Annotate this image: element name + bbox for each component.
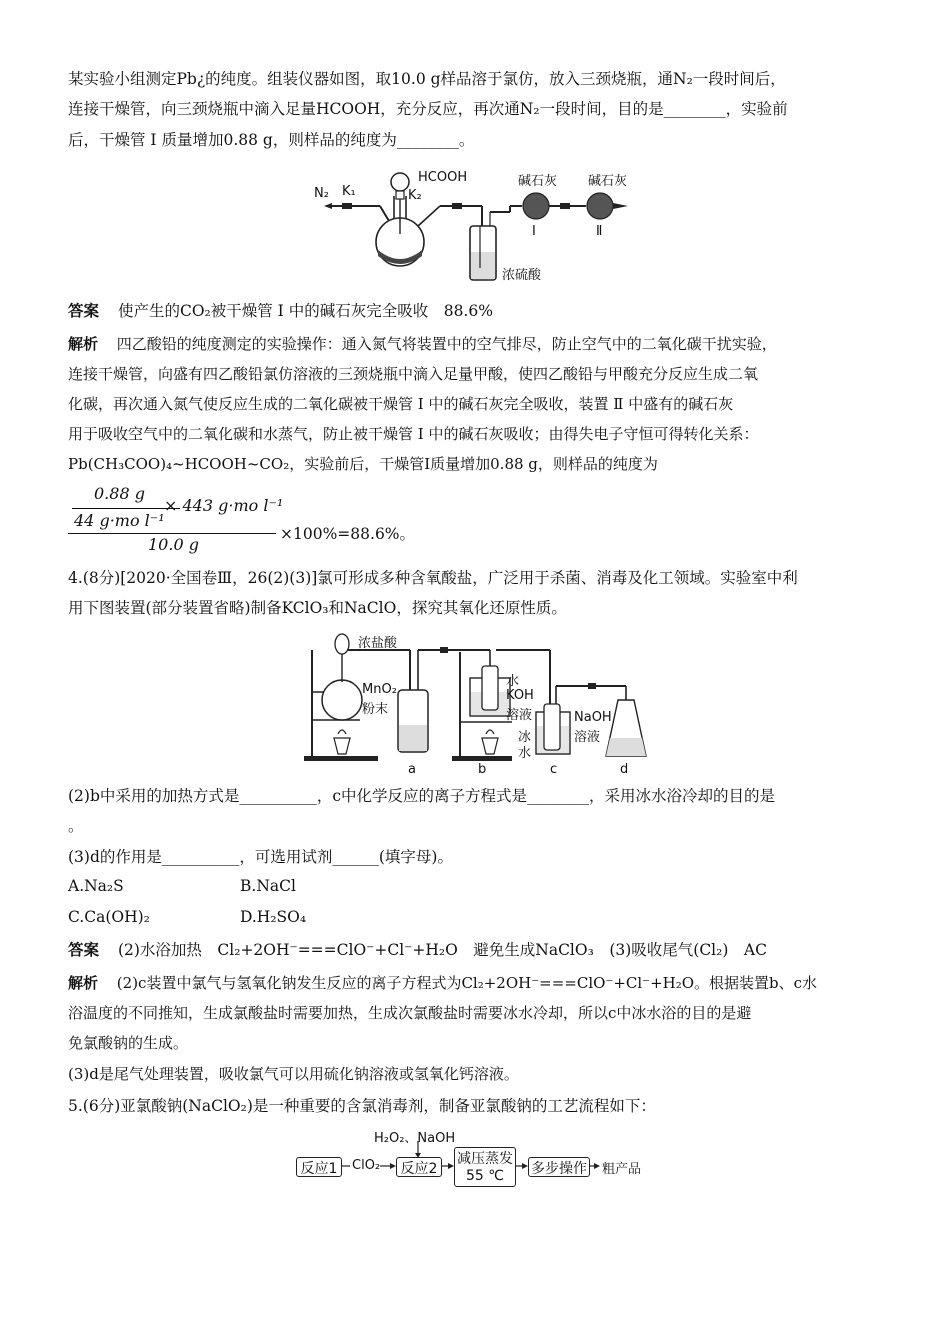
q3-expl-line2: 连接干燥管，向盛有四乙酸铅氯仿溶液的三颈烧瓶中滴入足量甲酸，使四乙酸铅与甲酸充分反应生成二氧 bbox=[68, 365, 759, 383]
label-mno2: MnO₂ bbox=[362, 682, 397, 697]
flow-evap-line1: 减压蒸发 bbox=[457, 1151, 513, 1167]
flow-product: 粗产品 bbox=[602, 1162, 642, 1177]
q4-line1: 4.(8分)[2020·全国卷Ⅲ，26(2)(3)]氯可形成多种含氧酸盐，广泛用于杀菌、消毒及化工领域。实验室中利 bbox=[68, 569, 798, 587]
label-a: a bbox=[408, 762, 416, 777]
label-b: b bbox=[478, 762, 487, 777]
option-c: C.Ca(OH)₂ bbox=[68, 908, 150, 926]
flow-box-reaction2: 反应2 bbox=[396, 1157, 442, 1177]
answer-label: 答案 bbox=[68, 941, 100, 959]
q4-expl-line4: (3)d是尾气处理装置，吸收氯气可以用硫化钠溶液或氢氧化钙溶液。 bbox=[68, 1065, 519, 1083]
apparatus-drawing-2 bbox=[300, 630, 650, 778]
label-n2: N₂ bbox=[314, 186, 329, 201]
process-flow bbox=[296, 1125, 656, 1187]
label-k1: K₁ bbox=[342, 184, 356, 199]
expl-text: 四乙酸铅的纯度测定的实验操作：通入氮气将装置中的空气排尽，防止空气中的二氧化碳干扰实验， bbox=[116, 335, 777, 353]
answer-text: (2)水浴加热 Cl₂+2OH⁻===ClO⁻+Cl⁻+H₂O 避免生成NaClO₃ (3)吸收尾气(Cl₂) AC bbox=[117, 941, 767, 959]
label-k2: K₂ bbox=[408, 188, 422, 203]
q4-sub3: (3)d的作用是__________，可选用试剂______(填字母)。 bbox=[68, 848, 453, 866]
formula-times: × 443 g·mo l⁻¹ bbox=[164, 496, 284, 515]
label-naoh: NaOH bbox=[574, 710, 612, 725]
expl-label: 解析 bbox=[68, 974, 99, 992]
label-powder: 粉末 bbox=[362, 702, 389, 717]
apparatus-figure-1 bbox=[310, 168, 640, 286]
option-a: A.Na₂S bbox=[68, 877, 124, 895]
flow-reagents: H₂O₂、NaOH bbox=[374, 1131, 456, 1146]
q3-line3: 后，干燥管 Ⅰ 质量增加0.88 g，则样品的纯度为________。 bbox=[68, 131, 475, 149]
label-koh: KOH bbox=[506, 688, 534, 703]
label-soda-lime-2: 碱石灰 bbox=[588, 174, 628, 189]
formula-num-top: 0.88 g bbox=[94, 484, 145, 503]
formula-denominator: 10.0 g bbox=[148, 535, 199, 554]
q3-expl-line1 bbox=[68, 333, 888, 355]
label-tube-1: Ⅰ bbox=[532, 224, 536, 239]
expl-label: 解析 bbox=[68, 335, 99, 353]
option-d: D.H₂SO₄ bbox=[240, 908, 307, 926]
expl-text: (2)c装置中氯气与氢氧化钠发生反应的离子方程式为Cl₂+2OH⁻===ClO⁻+Cl⁻+H₂O。根据装置b、c水 bbox=[116, 974, 818, 992]
flow-box-reaction1: 反应1 bbox=[296, 1157, 342, 1177]
q4-answer bbox=[68, 939, 888, 961]
q4-expl-line2: 浴温度的不同推知，生成氯酸盐时需要加热，生成次氯酸盐时需要冰水冷却，所以c中冰水浴的目的是避 bbox=[68, 1004, 752, 1022]
label-c: c bbox=[550, 762, 558, 777]
q5-line1: 5.(6分)亚氯酸钠(NaClO₂)是一种重要的含氯消毒剂，制备亚氯酸钠的工艺流程如下： bbox=[68, 1097, 656, 1115]
answer-text: 使产生的CO₂被干燥管 Ⅰ 中的碱石灰完全吸收 88.6% bbox=[117, 302, 493, 320]
formula-main-line bbox=[68, 533, 276, 534]
label-naoh-solution: 溶液 bbox=[574, 730, 601, 745]
label-d: d bbox=[620, 762, 629, 777]
q4-sub2-line2: 。 bbox=[68, 817, 84, 835]
flow-box-evaporation bbox=[454, 1147, 516, 1187]
formula-result: ×100%=88.6%。 bbox=[280, 525, 416, 543]
q3-line1: 某实验小组测定Pb¿的纯度。组装仪器如图，取10.0 g样品溶于氯仿，放入三颈烧瓶，通N₂一段时间后， bbox=[68, 70, 786, 88]
label-hcooh: HCOOH bbox=[418, 170, 468, 185]
q4-line2: 用下图装置(部分装置省略)制备KClO₃和NaClO，探究其氧化还原性质。 bbox=[68, 599, 567, 617]
apparatus-figure-2 bbox=[300, 630, 650, 778]
option-b: B.NaCl bbox=[240, 877, 296, 895]
label-conc-hcl: 浓盐酸 bbox=[358, 636, 398, 651]
label-conc-sulfuric-acid: 浓硫酸 bbox=[502, 268, 542, 283]
answer-label: 答案 bbox=[68, 302, 100, 320]
q4-expl-line3: 免氯酸钠的生成。 bbox=[68, 1034, 189, 1052]
q4-expl-line1 bbox=[68, 972, 888, 994]
label-koh-solution: 溶液 bbox=[506, 708, 533, 723]
flow-box-multistep: 多步操作 bbox=[528, 1157, 590, 1177]
q4-sub2-line1: (2)b中采用的加热方式是__________，c中化学反应的离子方程式是________，采用冰水浴冷却的目的是 bbox=[68, 787, 776, 805]
flow-clo2: ClO₂ bbox=[352, 1158, 381, 1173]
label-water: 水 bbox=[506, 674, 520, 689]
q3-expl-line3: 化碳，再次通入氮气使反应生成的二氧化碳被干燥管 Ⅰ 中的碱石灰完全吸收，装置 Ⅱ 中盛有的碱石灰 bbox=[68, 395, 734, 413]
formula-num-bottom: 44 g·mo l⁻¹ bbox=[74, 511, 165, 530]
flow-evap-line2: 55 ℃ bbox=[466, 1168, 504, 1184]
label-soda-lime-1: 碱石灰 bbox=[518, 174, 558, 189]
label-ice: 冰 bbox=[518, 730, 532, 745]
label-ice-water: 水 bbox=[518, 746, 532, 761]
q3-line2: 连接干燥管，向三颈烧瓶中滴入足量HCOOH，充分反应，再次通N₂一段时间，目的是________，实验前 bbox=[68, 100, 788, 118]
q3-expl-line4: 用于吸收空气中的二氧化碳和水蒸气，防止被干燥管 Ⅰ 中的碱石灰吸收；由得失电子守恒可得转化关系： bbox=[68, 425, 759, 443]
q3-expl-line5: Pb(CH₃COO)₄~HCOOH~CO₂，实验前后，干燥管Ⅰ质量增加0.88 g，则样品的纯度为 bbox=[68, 455, 658, 473]
purity-formula bbox=[68, 478, 488, 558]
label-tube-2: Ⅱ bbox=[596, 224, 603, 239]
q3-answer bbox=[68, 300, 888, 322]
